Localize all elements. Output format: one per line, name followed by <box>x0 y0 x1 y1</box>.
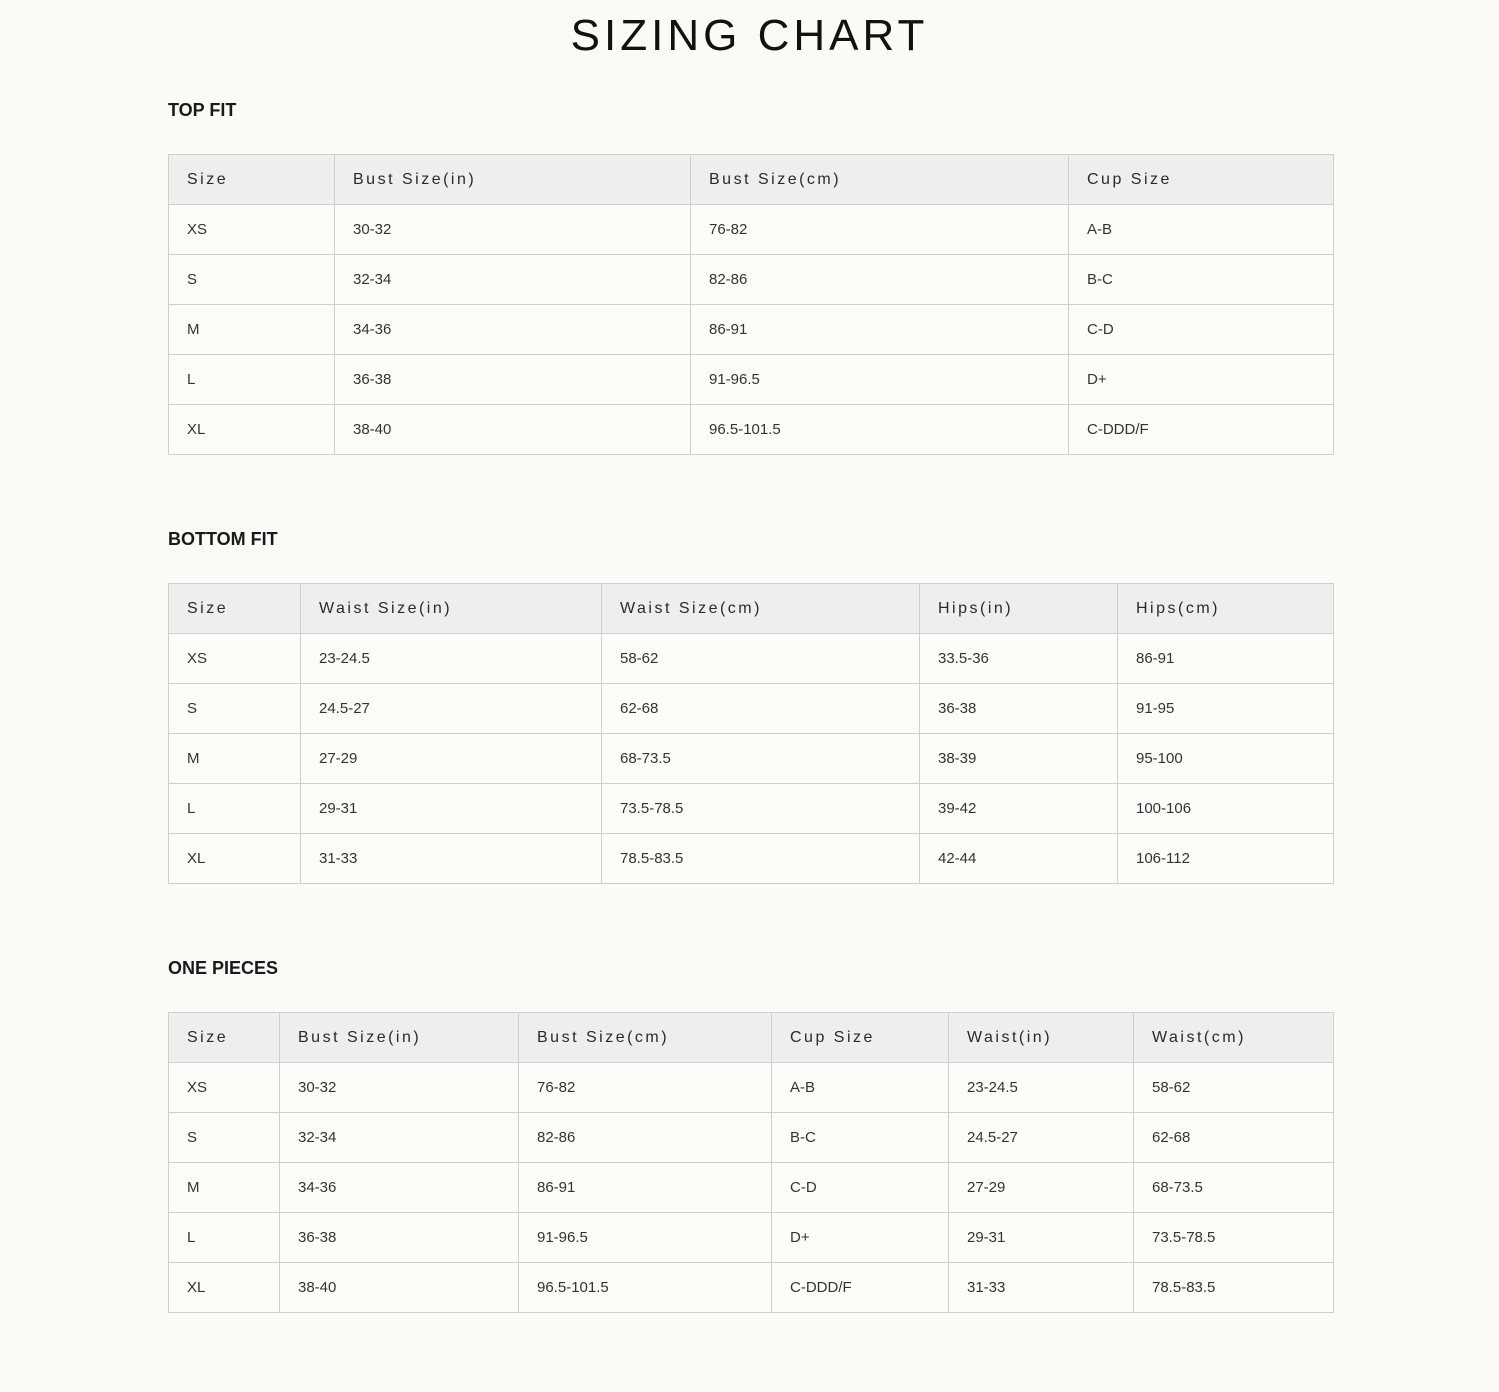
table-row <box>169 634 1334 684</box>
table-cell: C-DDD/F <box>772 1263 949 1313</box>
table-cell: 29-31 <box>301 784 602 834</box>
table-cell: 86-91 <box>691 305 1069 355</box>
table-cell: 68-73.5 <box>1134 1163 1334 1213</box>
column-header: Hips(cm) <box>1118 584 1334 634</box>
table-row <box>169 1113 1334 1163</box>
table-cell: 82-86 <box>691 255 1069 305</box>
table-cell: A-B <box>1069 205 1334 255</box>
table-cell: 31-33 <box>949 1263 1134 1313</box>
table-cell: 58-62 <box>602 634 920 684</box>
table-cell: M <box>169 305 335 355</box>
table-cell: 32-34 <box>280 1113 519 1163</box>
top-fit-section <box>168 99 1333 438</box>
table-row <box>169 784 1334 834</box>
column-header: Size <box>169 584 301 634</box>
table-cell: 91-96.5 <box>691 355 1069 405</box>
table-cell: 27-29 <box>301 734 602 784</box>
table-cell: 42-44 <box>920 834 1118 884</box>
table-cell: 86-91 <box>519 1163 772 1213</box>
table-row <box>169 205 1334 255</box>
table-cell: 29-31 <box>949 1213 1134 1263</box>
table-row <box>169 1063 1334 1113</box>
table-cell: 100-106 <box>1118 784 1334 834</box>
bottom-fit-heading: BOTTOM FIT <box>168 529 278 549</box>
table-cell: XS <box>169 205 335 255</box>
table-cell: 32-34 <box>335 255 691 305</box>
table-row <box>169 1263 1334 1313</box>
table-cell: 68-73.5 <box>602 734 920 784</box>
table-cell: 76-82 <box>691 205 1069 255</box>
table-cell: C-D <box>1069 305 1334 355</box>
table-cell: S <box>169 684 301 734</box>
page-title: SIZING CHART <box>570 11 929 60</box>
table-cell: C-D <box>772 1163 949 1213</box>
column-header: Waist(cm) <box>1134 1013 1334 1063</box>
column-header: Waist(in) <box>949 1013 1134 1063</box>
table-cell: XL <box>169 405 335 455</box>
table-cell: 36-38 <box>280 1213 519 1263</box>
table-cell: 34-36 <box>280 1163 519 1213</box>
table-cell: 23-24.5 <box>949 1063 1134 1113</box>
column-header: Size <box>169 155 335 205</box>
table-cell: A-B <box>772 1063 949 1113</box>
table-row <box>169 834 1334 884</box>
table-cell: M <box>169 734 301 784</box>
table-cell: 27-29 <box>949 1163 1134 1213</box>
column-header: Cup Size <box>1069 155 1334 205</box>
table-cell: 39-42 <box>920 784 1118 834</box>
table-cell: 73.5-78.5 <box>602 784 920 834</box>
table-row <box>169 405 1334 455</box>
table-row <box>169 1213 1334 1263</box>
table-header-row <box>169 1013 1334 1063</box>
table-row <box>169 305 1334 355</box>
bottom-fit-table <box>168 583 1334 884</box>
table-row <box>169 684 1334 734</box>
column-header: Size <box>169 1013 280 1063</box>
table-row <box>169 1163 1334 1213</box>
table-cell: 58-62 <box>1134 1063 1334 1113</box>
table-cell: 76-82 <box>519 1063 772 1113</box>
table-cell: 78.5-83.5 <box>1134 1263 1334 1313</box>
table-cell: 91-96.5 <box>519 1213 772 1263</box>
table-cell: 36-38 <box>920 684 1118 734</box>
table-row <box>169 355 1334 405</box>
table-cell: 82-86 <box>519 1113 772 1163</box>
column-header: Waist Size(in) <box>301 584 602 634</box>
column-header: Bust Size(cm) <box>519 1013 772 1063</box>
table-cell: XS <box>169 1063 280 1113</box>
table-cell: XL <box>169 1263 280 1313</box>
table-cell: 73.5-78.5 <box>1134 1213 1334 1263</box>
table-cell: 96.5-101.5 <box>691 405 1069 455</box>
table-cell: XS <box>169 634 301 684</box>
top-fit-table <box>168 154 1334 455</box>
table-cell: D+ <box>772 1213 949 1263</box>
table-cell: XL <box>169 834 301 884</box>
one-pieces-heading: ONE PIECES <box>168 958 279 978</box>
table-cell: L <box>169 355 335 405</box>
table-cell: 31-33 <box>301 834 602 884</box>
table-row <box>169 255 1334 305</box>
one-pieces-section <box>168 957 1333 1296</box>
table-row <box>169 734 1334 784</box>
table-cell: 38-40 <box>335 405 691 455</box>
table-header-row <box>169 584 1334 634</box>
table-cell: 38-40 <box>280 1263 519 1313</box>
table-cell: 62-68 <box>1134 1113 1334 1163</box>
table-cell: S <box>169 255 335 305</box>
table-cell: S <box>169 1113 280 1163</box>
table-cell: 33.5-36 <box>920 634 1118 684</box>
table-header-row <box>169 155 1334 205</box>
column-header: Bust Size(cm) <box>691 155 1069 205</box>
table-cell: M <box>169 1163 280 1213</box>
column-header: Bust Size(in) <box>335 155 691 205</box>
table-cell: 36-38 <box>335 355 691 405</box>
table-cell: 95-100 <box>1118 734 1334 784</box>
table-cell: 78.5-83.5 <box>602 834 920 884</box>
table-cell: 91-95 <box>1118 684 1334 734</box>
table-cell: L <box>169 1213 280 1263</box>
table-cell: 24.5-27 <box>301 684 602 734</box>
column-header: Hips(in) <box>920 584 1118 634</box>
table-cell: B-C <box>1069 255 1334 305</box>
table-cell: D+ <box>1069 355 1334 405</box>
table-cell: B-C <box>772 1113 949 1163</box>
column-header: Bust Size(in) <box>280 1013 519 1063</box>
table-cell: 30-32 <box>335 205 691 255</box>
column-header: Cup Size <box>772 1013 949 1063</box>
table-cell: 30-32 <box>280 1063 519 1113</box>
table-cell: 24.5-27 <box>949 1113 1134 1163</box>
column-header: Waist Size(cm) <box>602 584 920 634</box>
table-cell: 23-24.5 <box>301 634 602 684</box>
table-cell: 86-91 <box>1118 634 1334 684</box>
table-cell: 34-36 <box>335 305 691 355</box>
one-pieces-table <box>168 1012 1334 1313</box>
table-cell: 62-68 <box>602 684 920 734</box>
table-cell: C-DDD/F <box>1069 405 1334 455</box>
bottom-fit-section <box>168 528 1333 867</box>
table-cell: 106-112 <box>1118 834 1334 884</box>
table-cell: L <box>169 784 301 834</box>
table-cell: 38-39 <box>920 734 1118 784</box>
table-cell: 96.5-101.5 <box>519 1263 772 1313</box>
top-fit-heading: TOP FIT <box>168 100 237 120</box>
